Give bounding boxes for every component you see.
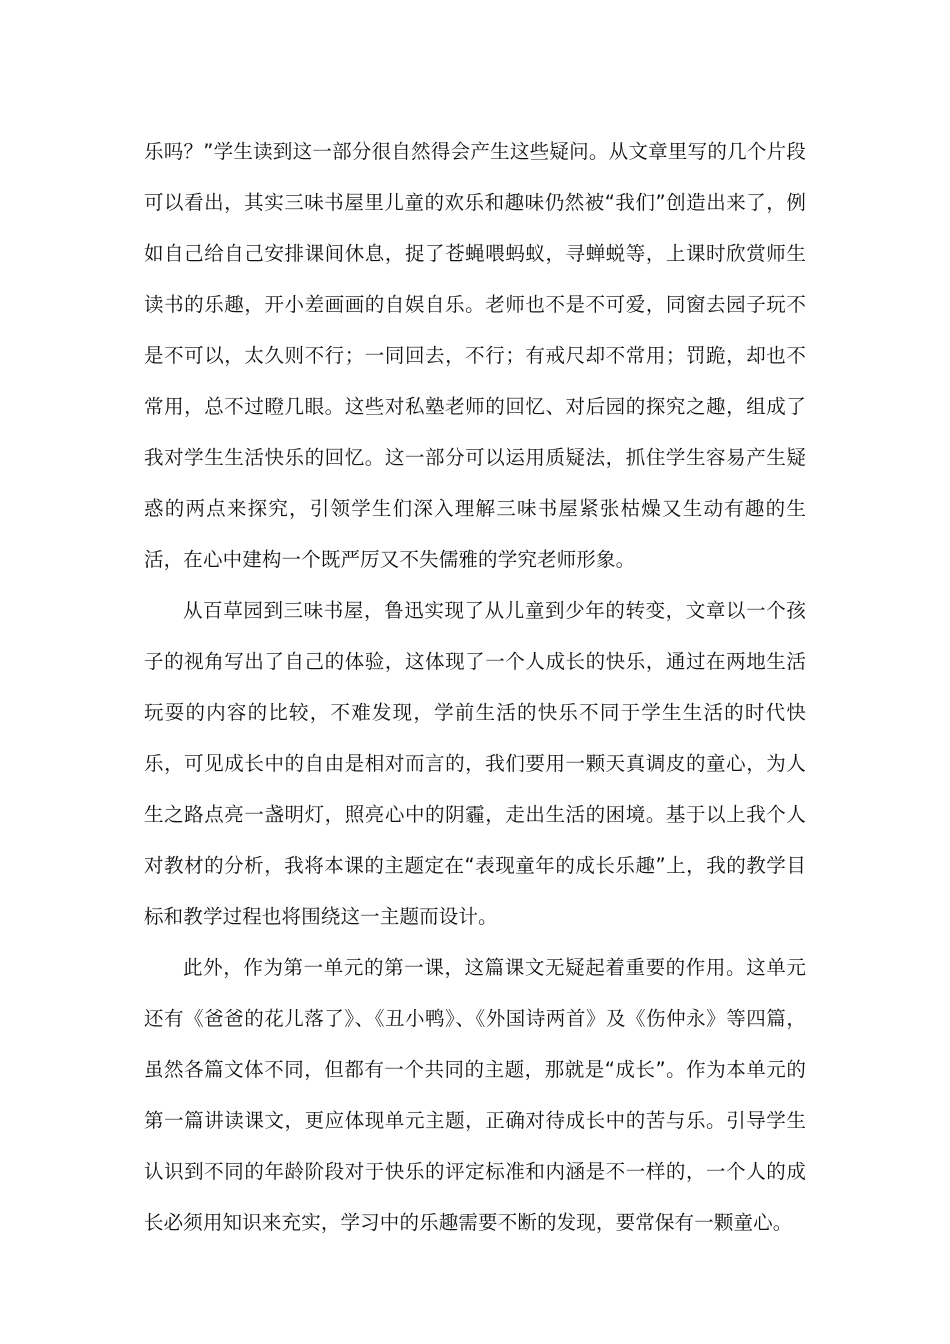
body-text <box>144 126 806 1248</box>
paragraph: 从百草园到三味书屋，鲁迅实现了从儿童到少年的转变，文章以一个孩子的视角写出了自己的体验，这体现了一个人成长的快乐，通过在两地生活玩耍的内容的比较，不难发现，学前生活的快乐不同于学生生活的时代快乐，可见成长中的自由是相对而言的，我们要用一颗天真调皮的童心，为人生之路点亮一盏明灯，照亮心中的阴霾，走出生活的困境。基于以上我个人对教材的分析，我将本课的主题定在“表现童年的成长乐趣”上，我的教学目标和教学过程也将围绕这一主题而设计。 <box>144 599 806 928</box>
paragraph: 此外，作为第一单元的第一课，这篇课文无疑起着重要的作用。这单元还有《爸爸的花儿落了》、《丑小鸭》、《外国诗两首》及《伤仲永》等四篇，虽然各篇文体不同，但都有一个共同的主题，那就是“成长”。作为本单元的第一篇讲读课文，更应体现单元主题，正确对待成长中的苦与乐。引导学生认识到不同的年龄阶段对于快乐的评定标准和内涵是不一样的，一个人的成长必须用知识来充实，学习中的乐趣需要不断的发现，要常保有一颗童心。 <box>144 956 806 1234</box>
paragraph-continued: 乐吗？”学生读到这一部分很自然得会产生这些疑问。从文章里写的几个片段可以看出，其实三味书屋里儿童的欢乐和趣味仍然被“我们”创造出来了，例如自己给自己安排课间休息，捉了苍蝇喂蚂蚁，寻蝉蜕等，上课时欣赏师生读书的乐趣，开小差画画的自娱自乐。老师也不是不可爱，同窗去园子玩不是不可以，太久则不行；一同回去，不行；有戒尺却不常用；罚跪，却也不常用，总不过瞪几眼。这些对私塾老师的回忆、对后园的探究之趣，组成了我对学生生活快乐的回忆。这一部分可以运用质疑法，抓住学生容易产生疑惑的两点来探究，引领学生们深入理解三味书屋紧张枯燥又生动有趣的生活，在心中建构一个既严厉又不失儒雅的学究老师形象。 <box>144 140 806 571</box>
